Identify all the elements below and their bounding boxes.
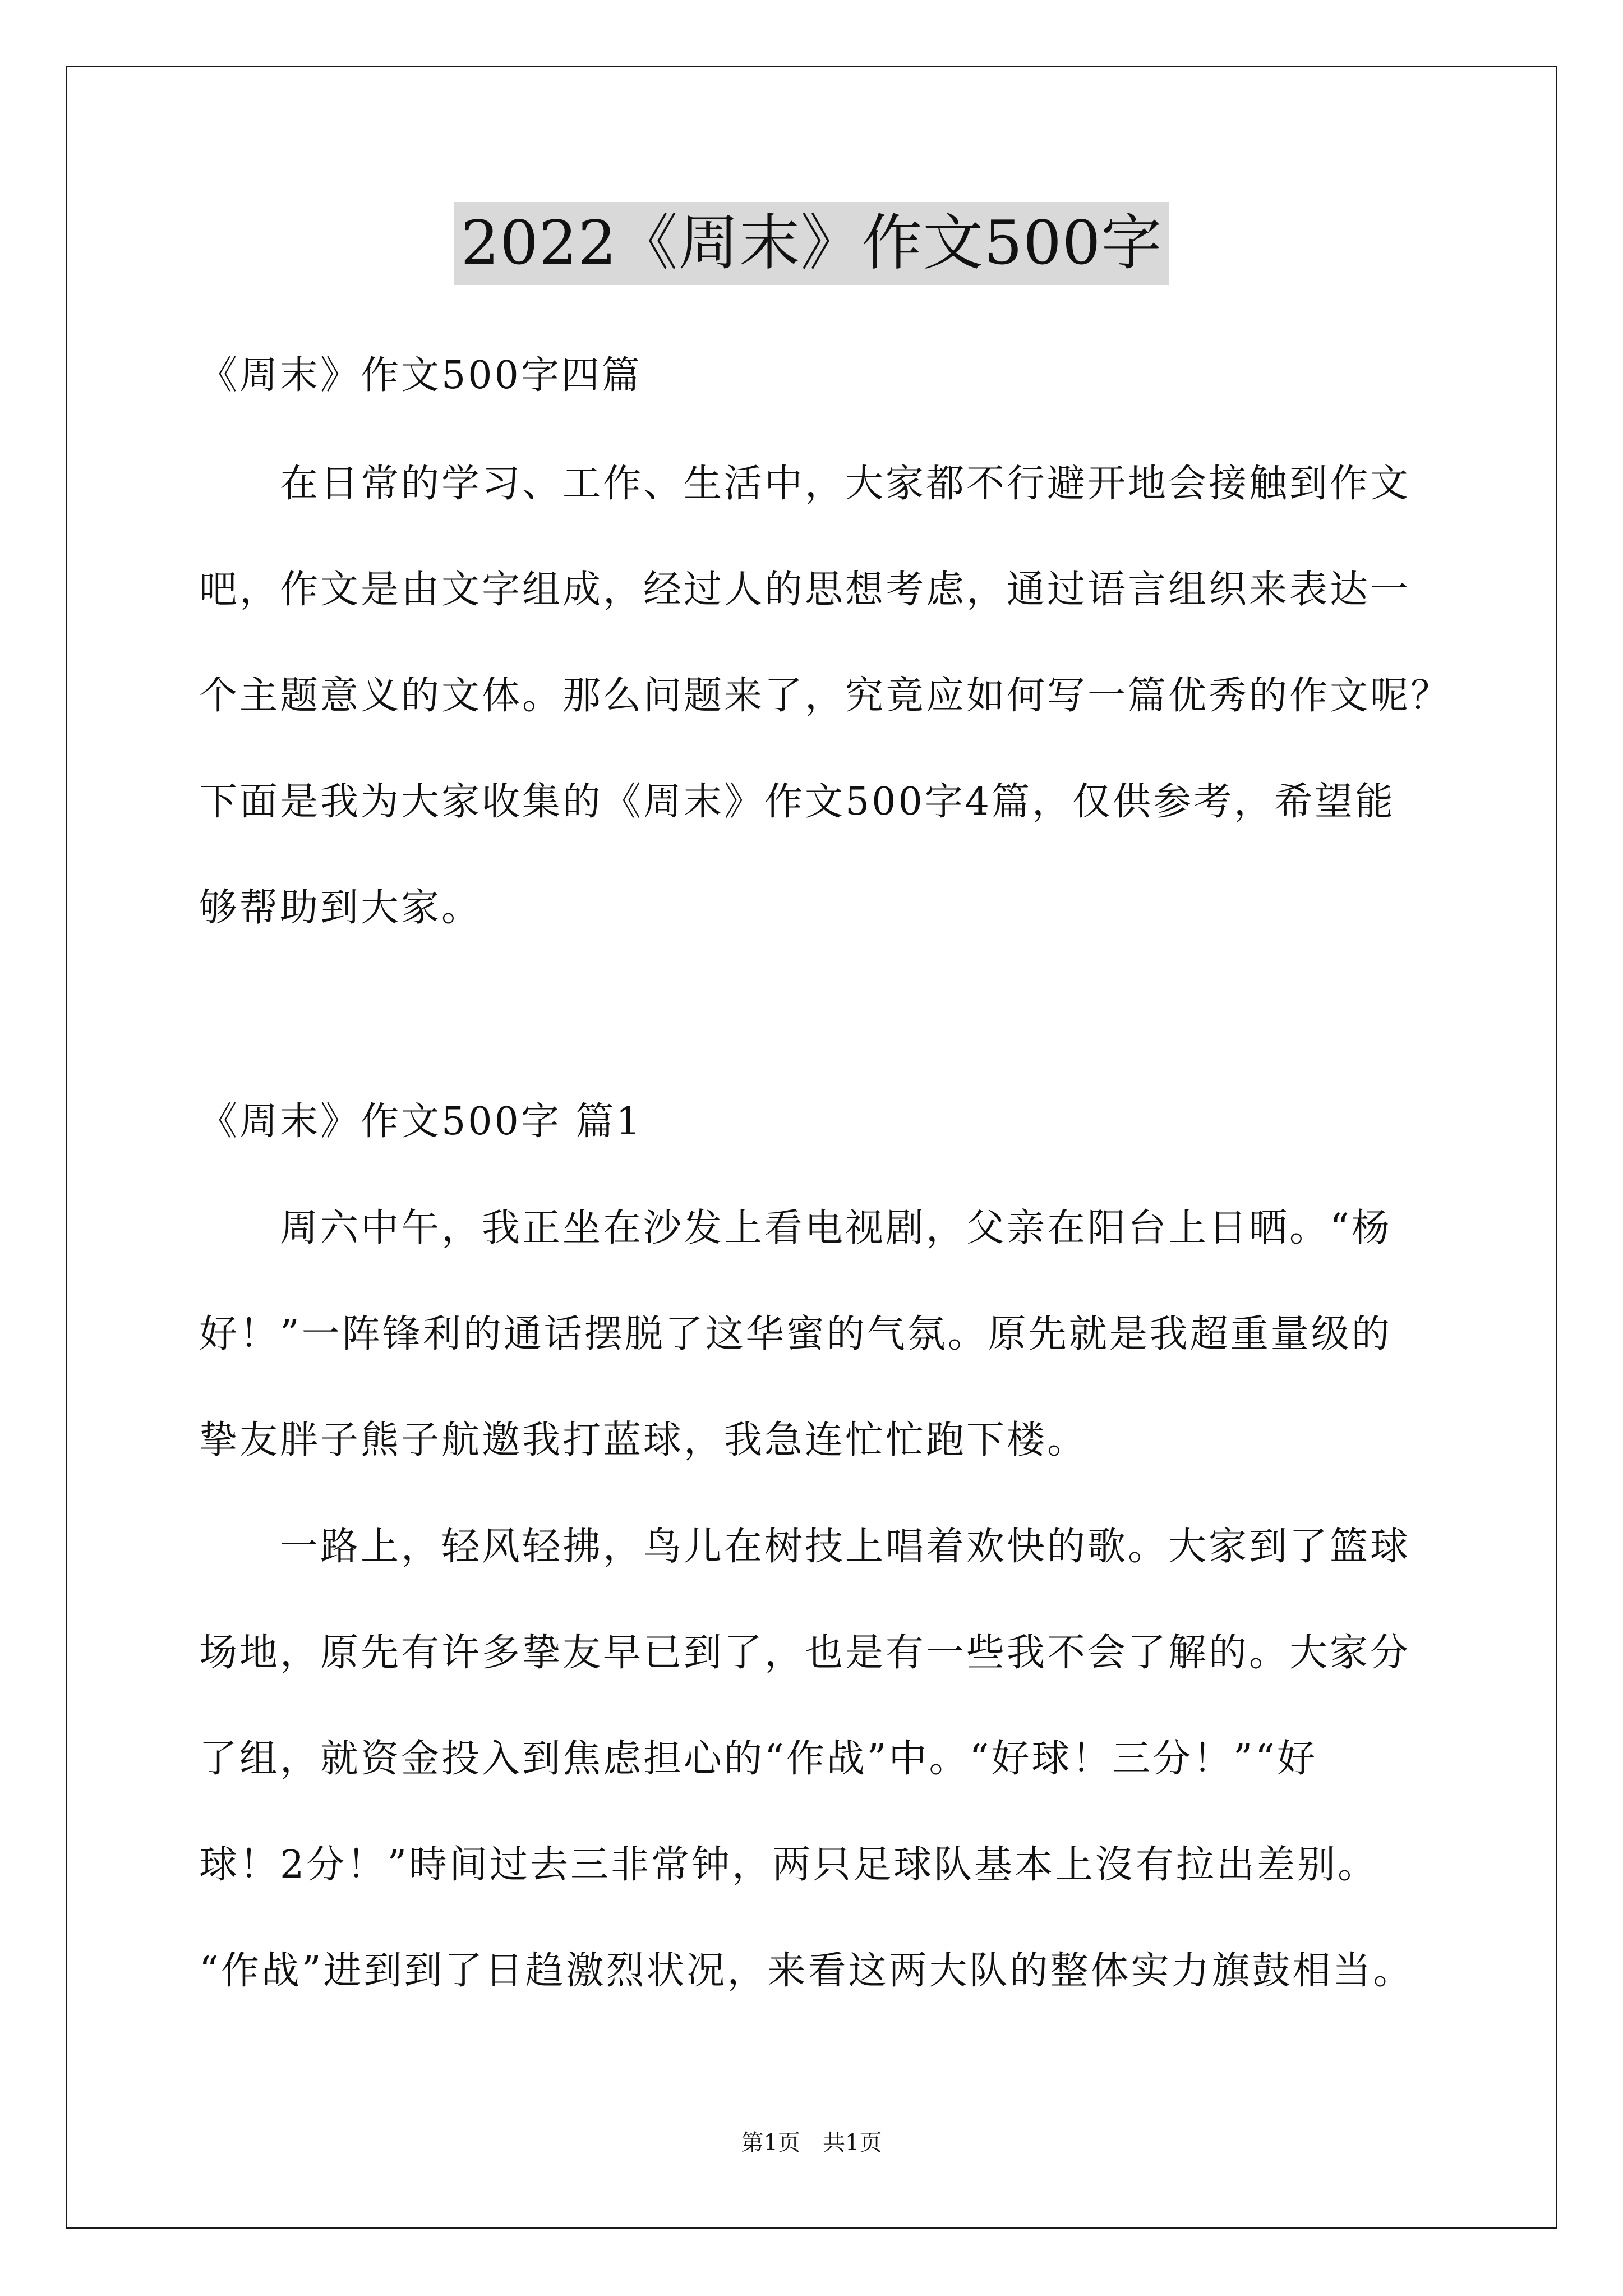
section-heading: 《周末》作文500字 篇1 [199,1099,643,1144]
subtitle-line: 《周末》作文500字四篇 [199,353,642,398]
document-title: 2022《周末》作文500字 [454,202,1169,285]
paragraph-line: 挚友胖子熊子航邀我打蓝球，我急连忙忙跑下楼。 [199,1418,1088,1462]
paragraph-line: 场地，原先有许多挚友早已到了，也是有一些我不会了解的。大家分 [199,1631,1411,1675]
paragraph-line: 够帮助到大家。 [199,886,482,930]
page-footer: 第1页 共1页 [741,2130,882,2156]
paragraph-line: 吧，作文是由文字组成，经过人的思想考虑，通过语言组织来表达一 [199,568,1411,612]
paragraph-line: 周六中午，我正坐在沙发上看电视剧，父亲在阳台上日晒。“杨 [199,1206,1392,1250]
paragraph-line: 在日常的学习、工作、生活中，大家都不行避开地会接触到作文 [199,462,1411,506]
paragraph-line: 一路上，轻风轻拂，鸟儿在树技上唱着欢快的歌。大家到了篮球 [199,1525,1411,1569]
paragraph-line: 了组，就资金投入到焦虑担心的“作战”中。“好球！三分！”“好 [199,1737,1317,1781]
paragraph-line: 好！”一阵锋利的通话摆脱了这华蜜的气氛。原先就是我超重量级的 [199,1312,1392,1356]
paragraph-line: 球！2分！”時间过去三非常钟，两只足球队基本上沒有拉出差别。 [199,1843,1378,1887]
paragraph-line: 个主题意义的文体。那么问题来了，究竟应如何写一篇优秀的作文呢？ [199,674,1451,718]
title-wrap [0,202,1623,285]
paragraph-line: “作战”进到到了日趋激烈状况，来看这两大队的整体实力旗鼓相当。 [199,1949,1414,1993]
paragraph-line: 下面是我为大家收集的《周末》作文500字4篇，仅供参考，希望能 [199,780,1396,824]
